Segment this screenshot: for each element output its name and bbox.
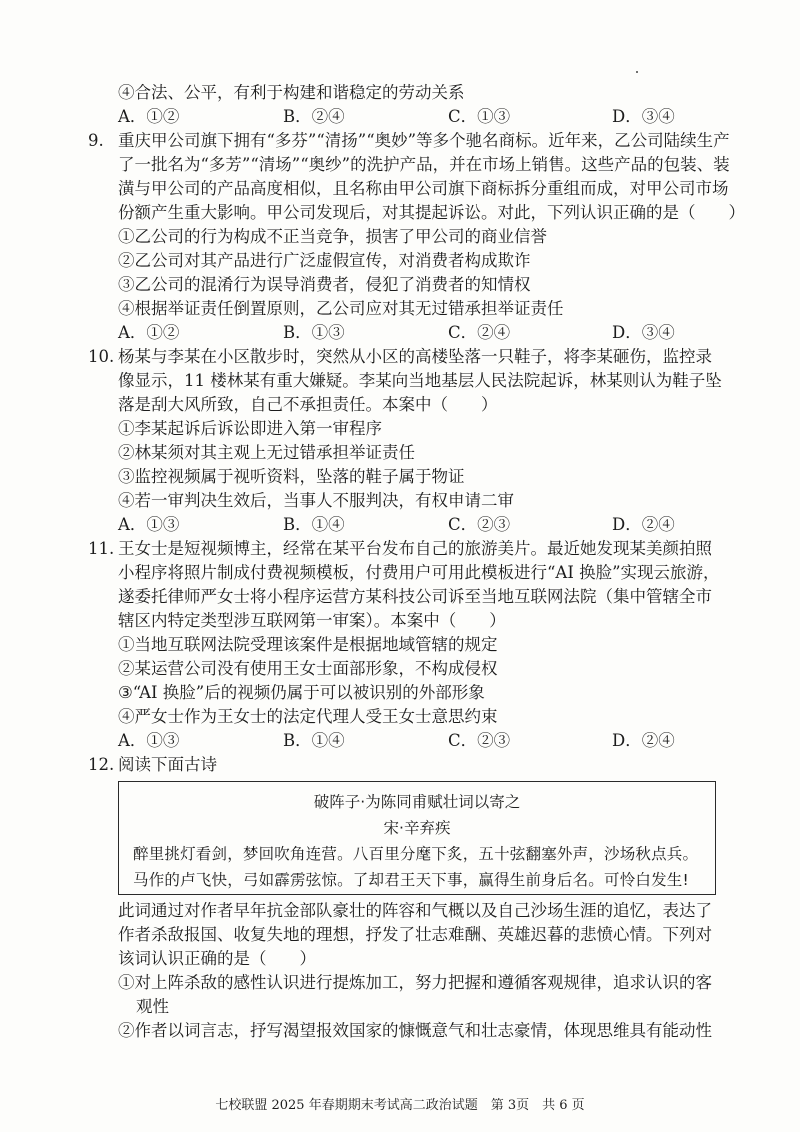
statement-item: ④严女士作为王女士的法定代理人受王女士意思约束 [118,707,498,726]
statement-item: ③“AI 换脸”后的视频仍属于可以被识别的外部形象 [118,683,485,702]
statement-item: ②林某须对其主观上无过错承担举证责任 [118,443,415,462]
question-number: 9. [88,131,104,150]
poem-title: 破阵子·为陈同甫赋壮词以寄之 [313,793,521,811]
statement-item: ④若一审判决生效后，当事人不服判决，有权申请二审 [118,491,514,510]
option-d: D．③④ [612,323,675,342]
question-text: 王女士是短视频博主，经常在某平台发布自己的旅游美片。最近她发现某美颜拍照 [118,539,712,558]
option-b: B．②④ [283,107,345,126]
poem-box [118,781,716,895]
question-text: 潢与甲公司的产品高度相似，且名称由甲公司旗下商标拆分重组而成，对甲公司市场 [118,179,729,198]
option-c: C．①③ [448,107,511,126]
question-text: 遂委托律师严女士将小程序运营方某科技公司诉至当地互联网法院（集中管辖全市 [118,587,712,606]
option-a: A．①② [118,323,180,342]
option-c: C．②③ [448,731,511,750]
question-text: 该词认识正确的是（ ） [118,949,316,968]
question-number: 11. [88,539,115,558]
statement-item: ①乙公司的行为构成不正当竞争，损害了甲公司的商业信誉 [118,227,547,246]
statement-item: ①当地互联网法院受理该案件是根据地域管辖的规定 [118,635,498,654]
option-a: A．①③ [118,731,180,750]
statement-item: ②某运营公司没有使用王女士面部形象，不构成侵权 [118,659,498,678]
option-d: D．③④ [612,107,675,126]
option-a: A．①③ [118,515,180,534]
poem-author: 宋·辛弃疾 [383,819,451,837]
page-footer: 七校联盟 2025 年春期期末考试高二政治试题 第 3页 共 6 页 [215,1098,585,1113]
question-intro: 阅读下面古诗 [118,755,217,774]
poem-line: 醉里挑灯看剑，梦回吹角连营。八百里分麾下炙，五十弦翻塞外声，沙场秋点兵。 [133,845,699,863]
item-4: ④合法、公平，有利于构建和谐稳定的劳动关系 [118,83,465,102]
option-d: D．②④ [612,731,675,750]
statement-item: ②乙公司对其产品进行广泛虚假宣传，对消费者构成欺诈 [118,251,531,270]
question-text: 作者杀敌报国、收复失地的理想，抒发了壮志难酬、英雄迟暮的悲愤心情。下列对 [118,925,712,944]
option-b: B．①④ [283,515,345,534]
option-b: B．①④ [283,731,345,750]
statement-item: ①对上阵杀敌的感性认识进行提炼加工，努力把握和遵循客观规律，追求认识的客 [118,973,712,992]
option-a: A．①② [118,107,180,126]
option-d: D．②④ [612,515,675,534]
statement-item: ④根据举证责任倒置原则，乙公司应对其无过错承担举证责任 [118,299,564,318]
question-text: 杨某与李某在小区散步时，突然从小区的高楼坠落一只鞋子，将李某砸伤，监控录 [118,347,712,366]
option-c: C．②④ [448,323,511,342]
question-number: 10. [88,347,115,366]
scan-dot [636,71,638,73]
question-text: 重庆甲公司旗下拥有“多芬”“清扬”“奥妙”等多个驰名商标。近年来，乙公司陆续生产 [118,131,730,150]
question-text: 小程序将照片制成付费视频模板，付费用户可用此模板进行“AI 换脸”实现云旅游， [118,563,720,582]
statement-item: ①李某起诉后诉讼即进入第一审程序 [118,419,382,438]
statement-item: ②作者以词言志，抒写渴望报效国家的慷慨意气和壮志豪情，体现思维具有能动性 [118,1021,712,1040]
question-text: 辖区内特定类型涉互联网第一审案）。本案中（ ） [118,611,506,630]
question-text: 像显示，11 楼林某有重大嫌疑。李某向当地基层人民法院起诉，林某则认为鞋子坠 [118,371,722,390]
question-text: 份额产生重大影响。甲公司发现后，对其提起诉讼。对此，下列认识正确的是（ ） [118,203,745,222]
question-number: 12. [88,755,115,774]
poem-line: 马作的卢飞快，弓如霹雳弦惊。了却君王天下事，赢得生前身后名。可怜白发生! [133,871,689,889]
option-b: B．①③ [283,323,345,342]
statement-item: ③监控视频属于视听资料，坠落的鞋子属于物证 [118,467,465,486]
option-c: C．②③ [448,515,511,534]
question-text: 了一批名为“多芳”“清场”“奥纱”的洗护产品，并在市场上销售。这些产品的包装、装 [118,155,730,174]
question-text: 此词通过对作者早年抗金部队豪壮的阵容和气概以及自己沙场生涯的追忆，表达了 [118,901,712,920]
statement-item: ③乙公司的混淆行为误导消费者，侵犯了消费者的知情权 [118,275,531,294]
statement-item-continued: 观性 [136,997,169,1016]
question-text: 落是刮大风所致，自己不承担责任。本案中（ ） [118,395,498,414]
